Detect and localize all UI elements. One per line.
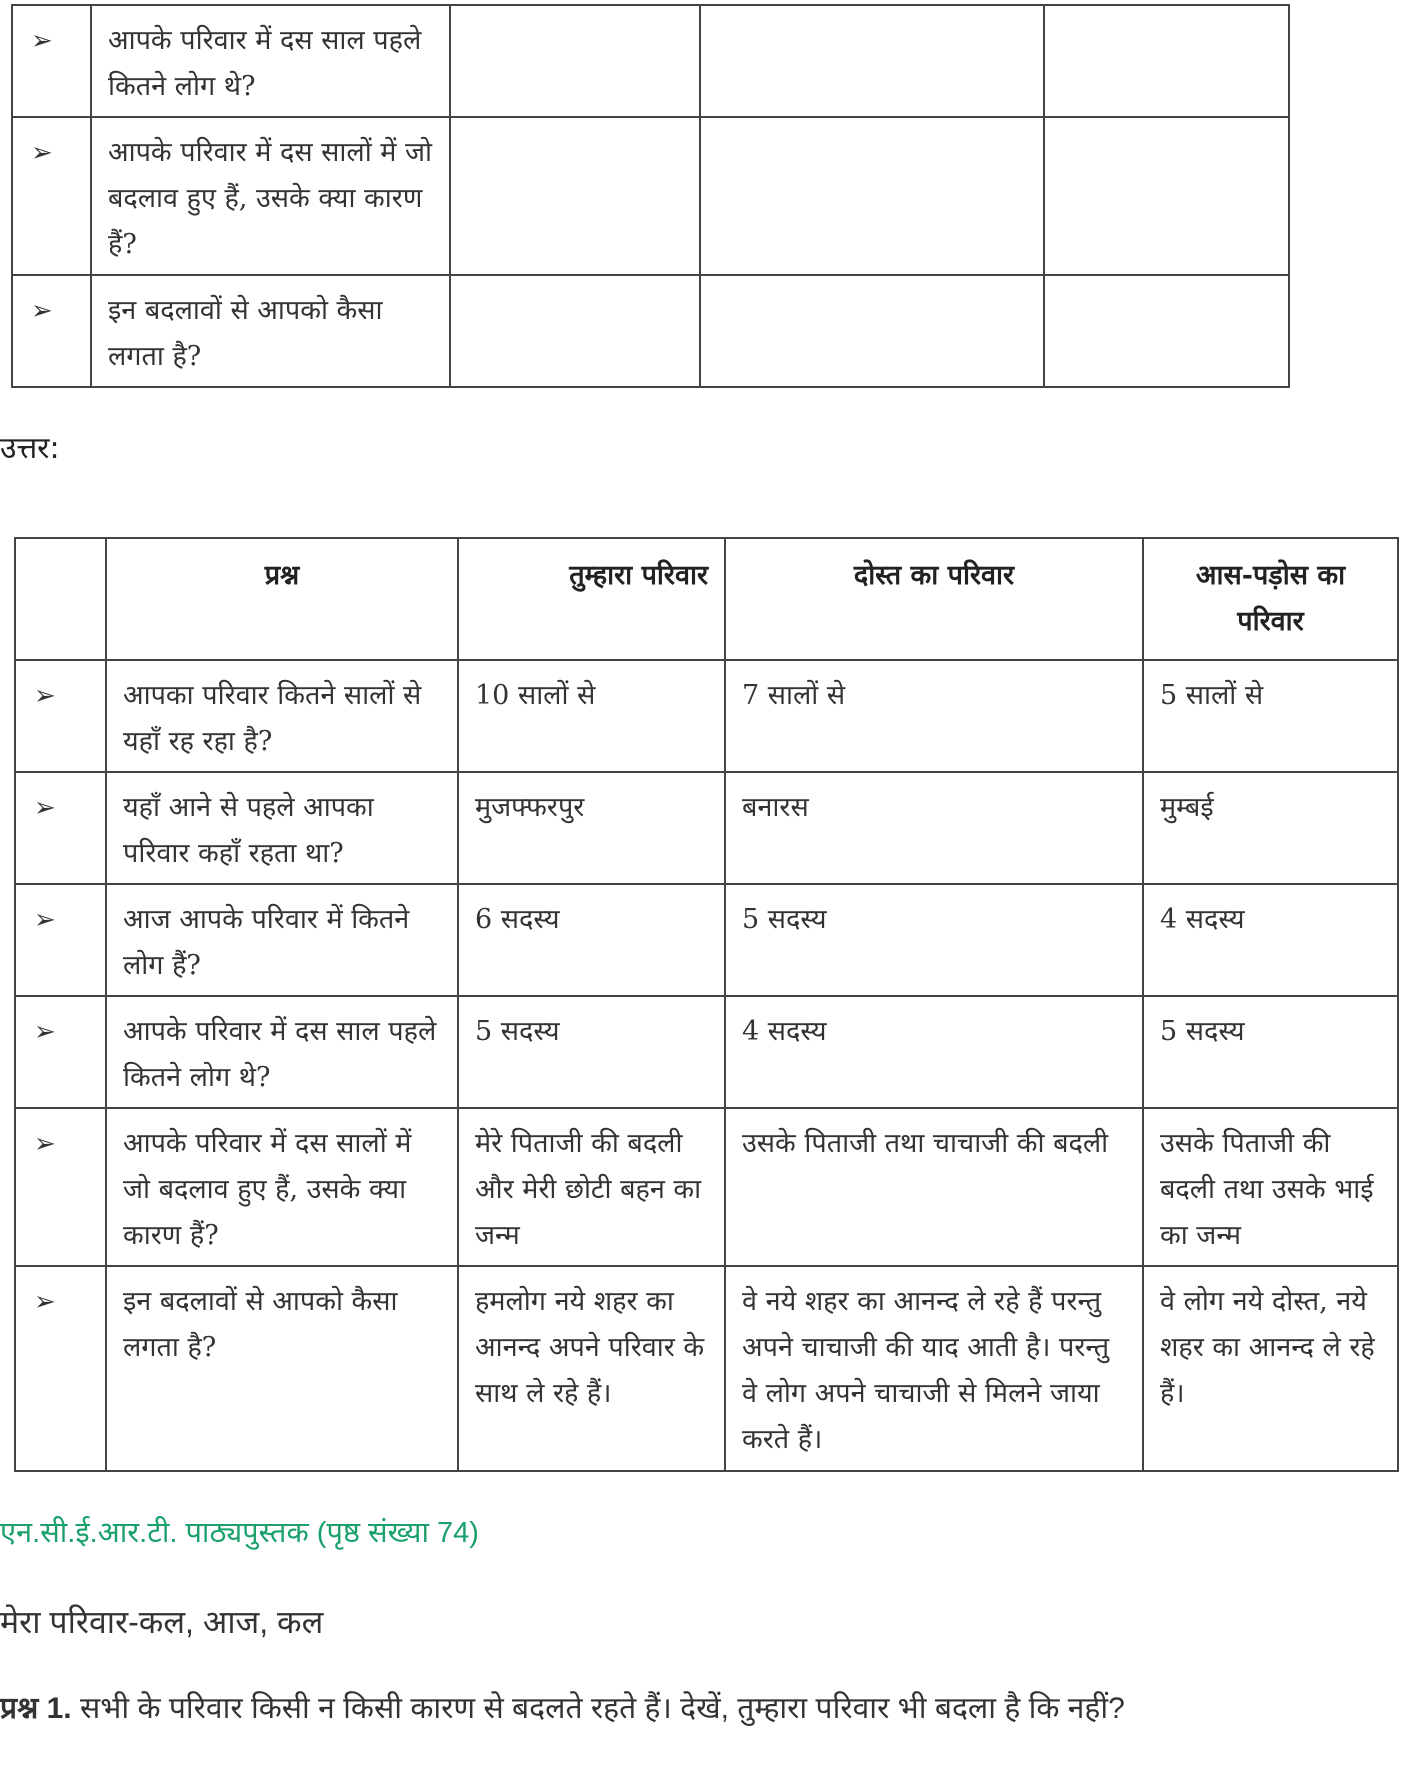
question-table-top <box>11 4 1290 388</box>
table-row <box>15 996 1398 1108</box>
empty-cell <box>700 5 1044 117</box>
empty-cell <box>450 275 700 387</box>
yours-cell: 5 सदस्य <box>458 996 725 1108</box>
answer-table <box>14 537 1399 1472</box>
friend-cell: वे नये शहर का आनन्द ले रहे हैं परन्तु अपने चाचाजी की याद आती है। परन्तु वे लोग अपने चाचाजी से मिलने जाया करते हैं। <box>725 1266 1143 1471</box>
question-cell: आपके परिवार में दस सालों में जो बदलाव हुए हैं, उसके क्या कारण हैं? <box>106 1108 458 1266</box>
question-label: प्रश्न 1. <box>0 1692 72 1725</box>
neighbour-cell: उसके पिताजी की बदली तथा उसके भाई का जन्म <box>1143 1108 1398 1266</box>
question-cell: आपके परिवार में दस साल पहले कितने लोग थे? <box>106 996 458 1108</box>
table-row <box>12 5 1289 117</box>
arrow-icon: ➢ <box>12 117 91 275</box>
header-yours: तुम्हारा परिवार <box>458 538 725 660</box>
question-cell: यहाँ आने से पहले आपका परिवार कहाँ रहता था? <box>106 772 458 884</box>
question-cell: आपके परिवार में दस सालों में जो बदलाव हुए हैं, उसके क्या कारण हैं? <box>91 117 450 275</box>
question-body: सभी के परिवार किसी न किसी कारण से बदलते रहते हैं। देखें, तुम्हारा परिवार भी बदला है कि नहीं? <box>71 1692 1125 1725</box>
empty-cell <box>1044 117 1289 275</box>
arrow-icon: ➢ <box>12 5 91 117</box>
arrow-icon: ➢ <box>15 1266 106 1471</box>
question-cell: इन बदलावों से आपको कैसा लगता है? <box>106 1266 458 1471</box>
table-row <box>15 660 1398 772</box>
neighbour-cell: 5 सालों से <box>1143 660 1398 772</box>
question-text <box>0 1688 1290 1730</box>
arrow-icon: ➢ <box>15 884 106 996</box>
yours-cell: हमलोग नये शहर का आनन्द अपने परिवार के साथ ले रहे हैं। <box>458 1266 725 1471</box>
yours-cell: 6 सदस्य <box>458 884 725 996</box>
table-row <box>15 1266 1398 1471</box>
section-heading: एन.सी.ई.आर.टी. पाठ्यपुस्तक (पृष्ठ संख्या 74) <box>0 1517 479 1549</box>
table-row <box>12 117 1289 275</box>
empty-cell <box>1044 5 1289 117</box>
yours-cell: मुजफ्फरपुर <box>458 772 725 884</box>
arrow-icon: ➢ <box>15 996 106 1108</box>
table-row <box>15 884 1398 996</box>
neighbour-cell: 4 सदस्य <box>1143 884 1398 996</box>
friend-cell: 7 सालों से <box>725 660 1143 772</box>
empty-cell <box>450 117 700 275</box>
header-question: प्रश्न <box>106 538 458 660</box>
answer-label: उत्तर: <box>0 431 60 466</box>
table-row <box>15 772 1398 884</box>
friend-cell: 4 सदस्य <box>725 996 1143 1108</box>
question-cell: आज आपके परिवार में कितने लोग हैं? <box>106 884 458 996</box>
yours-cell: 10 सालों से <box>458 660 725 772</box>
neighbour-cell: 5 सदस्य <box>1143 996 1398 1108</box>
arrow-icon: ➢ <box>15 1108 106 1266</box>
arrow-icon: ➢ <box>12 275 91 387</box>
question-cell: आपका परिवार कितने सालों से यहाँ रह रहा है? <box>106 660 458 772</box>
neighbour-cell: वे लोग नये दोस्त, नये शहर का आनन्द ले रहे हैं। <box>1143 1266 1398 1471</box>
table-row <box>15 1108 1398 1266</box>
friend-cell: बनारस <box>725 772 1143 884</box>
empty-cell <box>450 5 700 117</box>
friend-cell: उसके पिताजी तथा चाचाजी की बदली <box>725 1108 1143 1266</box>
yours-cell: मेरे पिताजी की बदली और मेरी छोटी बहन का जन्म <box>458 1108 725 1266</box>
empty-cell <box>1044 275 1289 387</box>
chapter-title: मेरा परिवार-कल, आज, कल <box>0 1604 324 1640</box>
header-friend: दोस्त का परिवार <box>725 538 1143 660</box>
question-cell: इन बदलावों से आपको कैसा लगता है? <box>91 275 450 387</box>
friend-cell: 5 सदस्य <box>725 884 1143 996</box>
header-marker <box>15 538 106 660</box>
question-cell: आपके परिवार में दस साल पहले कितने लोग थे? <box>91 5 450 117</box>
empty-cell <box>700 275 1044 387</box>
header-row <box>15 538 1398 660</box>
neighbour-cell: मुम्बई <box>1143 772 1398 884</box>
arrow-icon: ➢ <box>15 660 106 772</box>
empty-cell <box>700 117 1044 275</box>
header-neighbour: आस-पड़ोस का परिवार <box>1143 538 1398 660</box>
arrow-icon: ➢ <box>15 772 106 884</box>
table-row <box>12 275 1289 387</box>
